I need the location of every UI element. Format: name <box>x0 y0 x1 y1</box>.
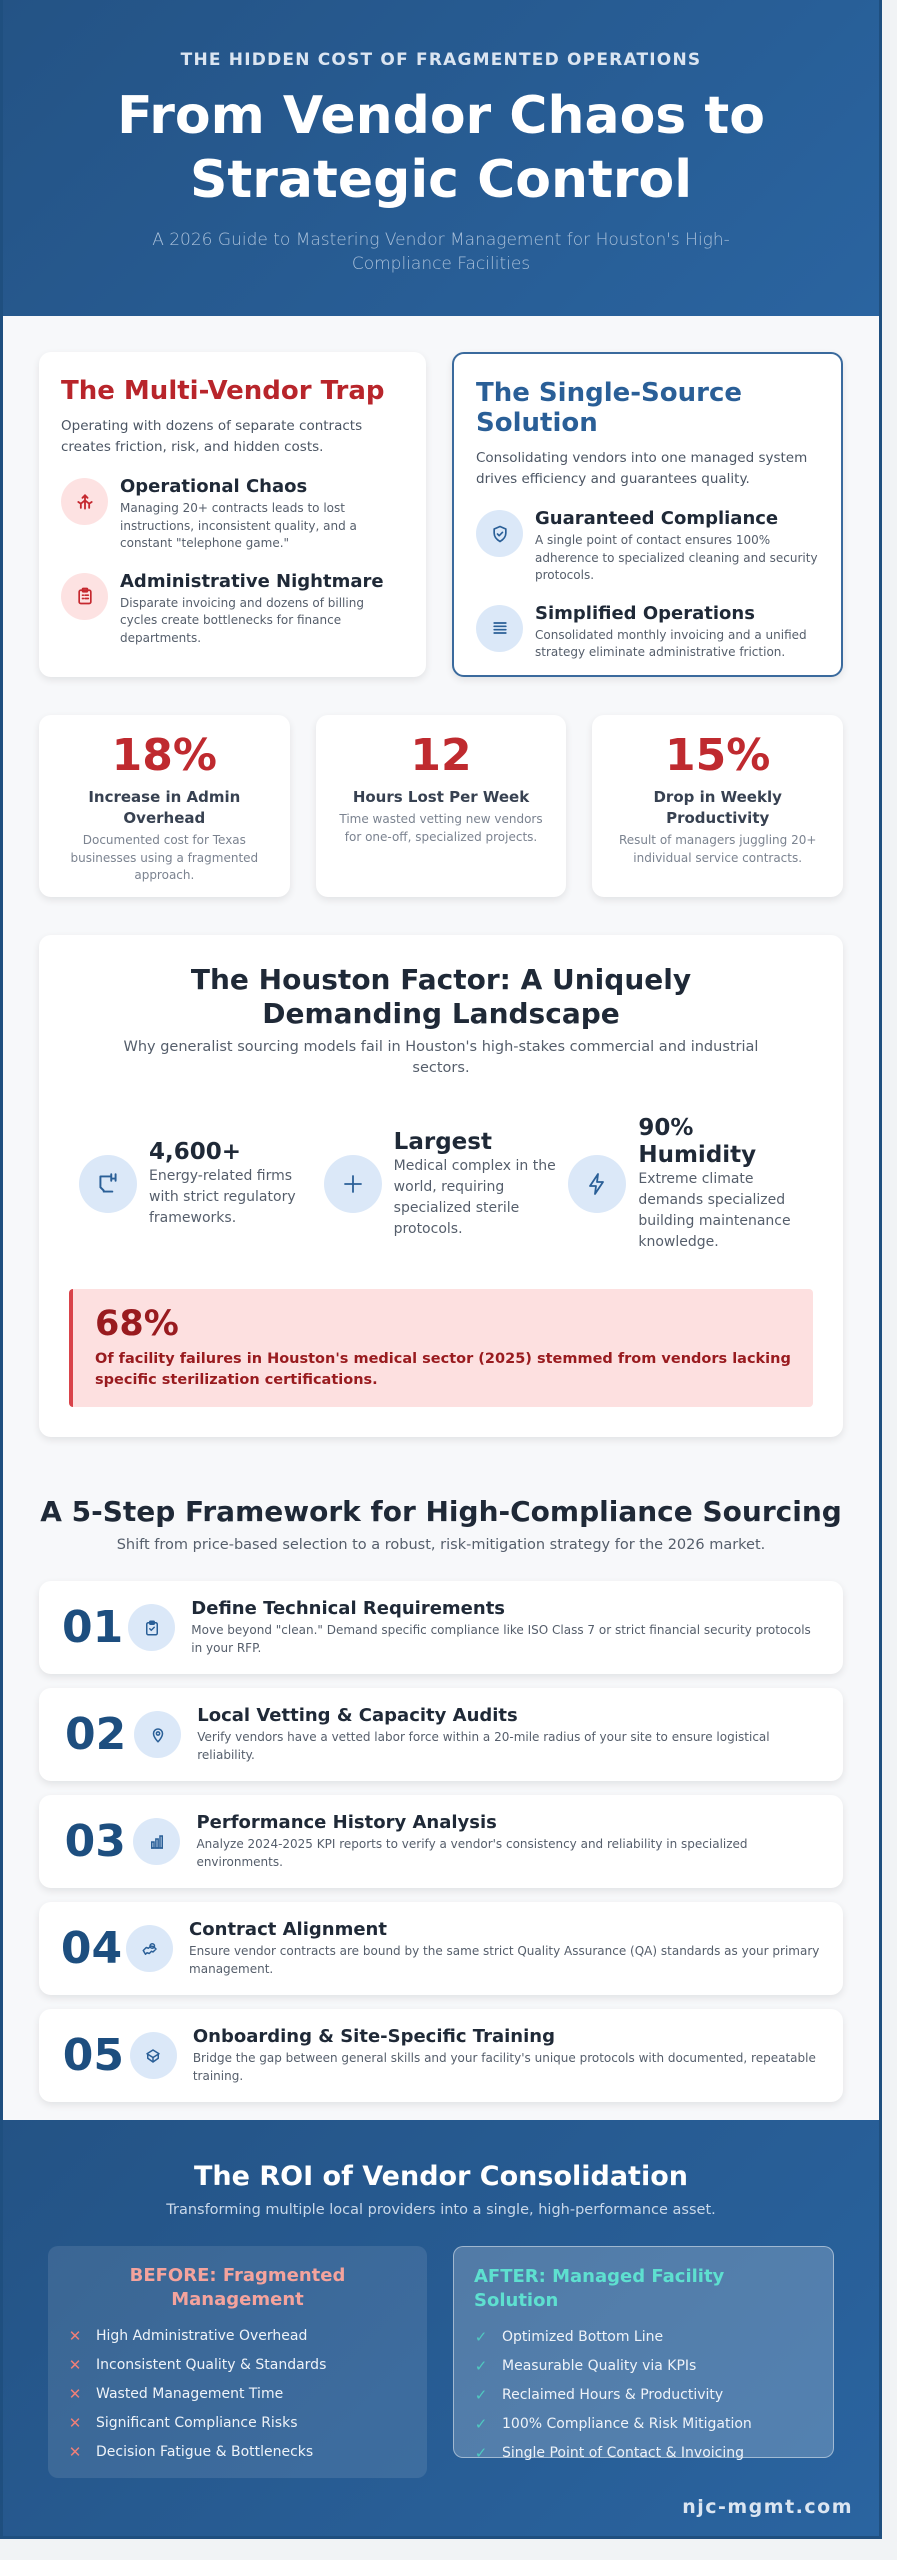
fact-desc: Energy-related firms with strict regulatory frameworks. <box>149 1168 296 1226</box>
stat-desc: Result of managers juggling 20+ individual service contracts. <box>618 833 817 865</box>
step-card <box>39 1581 843 1674</box>
step-number: 02 <box>65 1709 127 1760</box>
roi-section <box>3 2120 879 2536</box>
list-item: ✕ Wasted Management Time <box>68 2380 407 2409</box>
sterilization-alert <box>69 1289 813 1407</box>
x-icon: ✕ <box>68 2443 82 2461</box>
feature-desc: A single point of contact ensures 100% adherence to specialized cleaning and security protocols. <box>535 533 818 582</box>
feature-desc: Consolidated monthly invoicing and a unified strategy eliminate administrative friction. <box>535 627 807 659</box>
website-link[interactable]: njc-mgmt.com <box>682 2496 853 2518</box>
before-list <box>68 2322 407 2467</box>
before-card <box>48 2246 427 2478</box>
stat-desc: Time wasted vetting new vendors for one-off, specialized projects. <box>339 812 543 844</box>
before-title: BEFORE: Fragmented Management <box>129 2265 346 2310</box>
hero-banner <box>3 0 879 316</box>
framework-title: A 5-Step Framework for High-Compliance Sourcing <box>40 1495 842 1528</box>
comparison-section <box>39 352 843 677</box>
hero-subtitle: A 2026 Guide to Mastering Vendor Management for Houston's High-Compliance Facilities <box>152 230 730 274</box>
list-item: ✕ Inconsistent Quality & Standards <box>68 2351 407 2380</box>
roi-subtitle: Transforming multiple local providers into a single, high-performance asset. <box>166 2202 716 2218</box>
stat-value: 15% <box>665 730 771 781</box>
step-title: Contract Alignment <box>189 1919 387 1940</box>
feature-title: Operational Chaos <box>120 476 308 497</box>
alert-value: 68% <box>95 1304 179 1344</box>
step-title: Onboarding & Site-Specific Training <box>192 2026 555 2047</box>
stat-label: Hours Lost Per Week <box>352 788 530 806</box>
x-icon: ✕ <box>68 2327 82 2345</box>
step-card <box>39 1688 843 1781</box>
fact-desc: Medical complex in the world, requiring specialized sterile protocols. <box>393 1157 556 1237</box>
step-card <box>39 1902 843 1995</box>
fact-value: 90% Humidity <box>638 1115 757 1168</box>
solution-lead: Consolidating vendors into one managed system drives efficiency and guarantees quality. <box>476 450 808 487</box>
check-icon: ✓ <box>474 2444 488 2462</box>
stat-card <box>39 715 290 897</box>
list-item: ✓ Single Point of Contact & Invoicing <box>474 2439 813 2468</box>
fact-energy <box>79 1115 324 1253</box>
after-list <box>474 2323 813 2468</box>
step-title: Define Technical Requirements <box>191 1598 506 1619</box>
step-title: Performance History Analysis <box>196 1812 497 1833</box>
stat-desc: Documented cost for Texas businesses using a fragmented approach. <box>70 833 259 882</box>
bar-chart-icon <box>133 1818 180 1865</box>
feature-administrative-nightmare <box>61 571 404 648</box>
step-number: 01 <box>62 1602 124 1653</box>
step-number: 04 <box>60 1923 123 1974</box>
step-title: Local Vetting & Capacity Audits <box>197 1705 518 1726</box>
step-card <box>39 2009 843 2102</box>
fact-value: 4,600+ <box>149 1139 242 1165</box>
stats-row <box>39 715 843 897</box>
check-icon: ✓ <box>474 2415 488 2433</box>
fact-humidity <box>568 1115 813 1253</box>
houston-facts <box>69 1115 813 1253</box>
x-icon: ✕ <box>68 2414 82 2432</box>
graduation-cap-icon <box>130 2032 177 2079</box>
step-number: 05 <box>62 2030 125 2081</box>
stat-label: Increase in Admin Overhead <box>88 788 241 827</box>
check-icon: ✓ <box>474 2357 488 2375</box>
plus-medical-icon <box>324 1155 382 1213</box>
list-item: ✓ 100% Compliance & Risk Mitigation <box>474 2410 813 2439</box>
feature-guaranteed-compliance <box>476 508 819 585</box>
step-card <box>39 1795 843 1888</box>
roi-title: The ROI of Vendor Consolidation <box>194 2161 688 2192</box>
houston-subtitle: Why generalist sourcing models fail in Houston's high-stakes commercial and industrial sectors. <box>123 1039 759 1076</box>
feature-operational-chaos <box>61 476 404 553</box>
step-desc: Analyze 2024-2025 KPI reports to verify a vendor's consistency and reliability in specialized environments. <box>196 1837 748 1869</box>
multi-vendor-trap-card <box>39 352 426 677</box>
feature-title: Simplified Operations <box>535 602 755 624</box>
stat-card <box>592 715 843 897</box>
step-number: 03 <box>64 1816 126 1867</box>
single-source-solution-card <box>452 352 843 677</box>
hero-title: From Vendor Chaos to Strategic Control <box>117 86 765 210</box>
stat-card <box>316 715 567 897</box>
fact-value: Largest <box>393 1128 492 1155</box>
step-desc: Ensure vendor contracts are bound by the same strict Quality Assurance (QA) standards as your primary management. <box>189 1944 820 1976</box>
list-item: ✓ Measurable Quality via KPIs <box>474 2352 813 2381</box>
handshake-icon <box>126 1925 173 1972</box>
map-pin-icon <box>134 1711 181 1758</box>
step-desc: Move beyond "clean." Demand specific compliance like ISO Class 7 or strict financial security protocols in your RFP. <box>191 1623 811 1655</box>
alert-text: Of facility failures in Houston's medical sector (2025) stemmed from vendors lacking specific sterilization certifications. <box>95 1351 791 1388</box>
stat-label: Drop in Weekly Productivity <box>653 788 782 827</box>
feature-title: Administrative Nightmare <box>120 570 384 592</box>
houston-factor-section <box>39 935 843 1437</box>
pipeline-icon <box>79 1155 137 1213</box>
list-item: ✕ Significant Compliance Risks <box>68 2409 407 2438</box>
lightning-icon <box>568 1155 626 1213</box>
feature-desc: Managing 20+ contracts leads to lost instructions, inconsistent quality, and a constant "telephone game." <box>120 501 357 550</box>
chaos-arrows-icon <box>61 478 108 525</box>
step-desc: Verify vendors have a vetted labor force within a 20-mile radius of your site to ensure logistical reliability. <box>197 1730 770 1762</box>
feature-simplified-operations <box>476 603 819 662</box>
fact-desc: Extreme climate demands specialized building maintenance knowledge. <box>638 1171 791 1250</box>
fact-medical <box>324 1115 569 1253</box>
shield-check-icon <box>476 510 523 557</box>
after-card <box>453 2246 834 2462</box>
step-desc: Bridge the gap between general skills and your facility's unique protocols with documented, repeatable training. <box>192 2051 816 2083</box>
feature-desc: Disparate invoicing and dozens of billing cycles create bottlenecks for finance departments. <box>120 595 364 645</box>
list-item: ✕ High Administrative Overhead <box>68 2322 407 2351</box>
stat-value: 18% <box>111 730 217 781</box>
check-icon: ✓ <box>474 2386 488 2404</box>
solution-title: The Single-Source Solution <box>476 378 742 438</box>
lines-icon <box>476 605 523 652</box>
list-item: ✓ Reclaimed Hours & Productivity <box>474 2381 813 2410</box>
clipboard-list-icon <box>61 573 108 620</box>
stat-value: 12 <box>410 730 472 781</box>
framework-subtitle: Shift from price-based selection to a robust, risk-mitigation strategy for the 2026 market. <box>116 1537 766 1553</box>
houston-title: The Houston Factor: A Uniquely Demanding Landscape <box>190 963 692 1030</box>
list-item: ✓ Optimized Bottom Line <box>474 2323 813 2352</box>
after-title: AFTER: Managed Facility Solution <box>474 2266 725 2311</box>
trap-lead: Operating with dozens of separate contracts creates friction, risk, and hidden costs. <box>61 418 363 455</box>
framework-section <box>39 1495 843 2102</box>
feature-title: Guaranteed Compliance <box>535 508 779 529</box>
trap-title: The Multi-Vendor Trap <box>61 376 385 406</box>
hero-kicker: THE HIDDEN COST OF FRAGMENTED OPERATIONS <box>180 50 702 70</box>
framework-steps <box>39 1581 843 2102</box>
list-item: ✕ Decision Fatigue & Bottlenecks <box>68 2438 407 2467</box>
check-icon: ✓ <box>474 2328 488 2346</box>
clipboard-check-icon <box>128 1604 175 1651</box>
x-icon: ✕ <box>68 2356 82 2374</box>
x-icon: ✕ <box>68 2385 82 2403</box>
